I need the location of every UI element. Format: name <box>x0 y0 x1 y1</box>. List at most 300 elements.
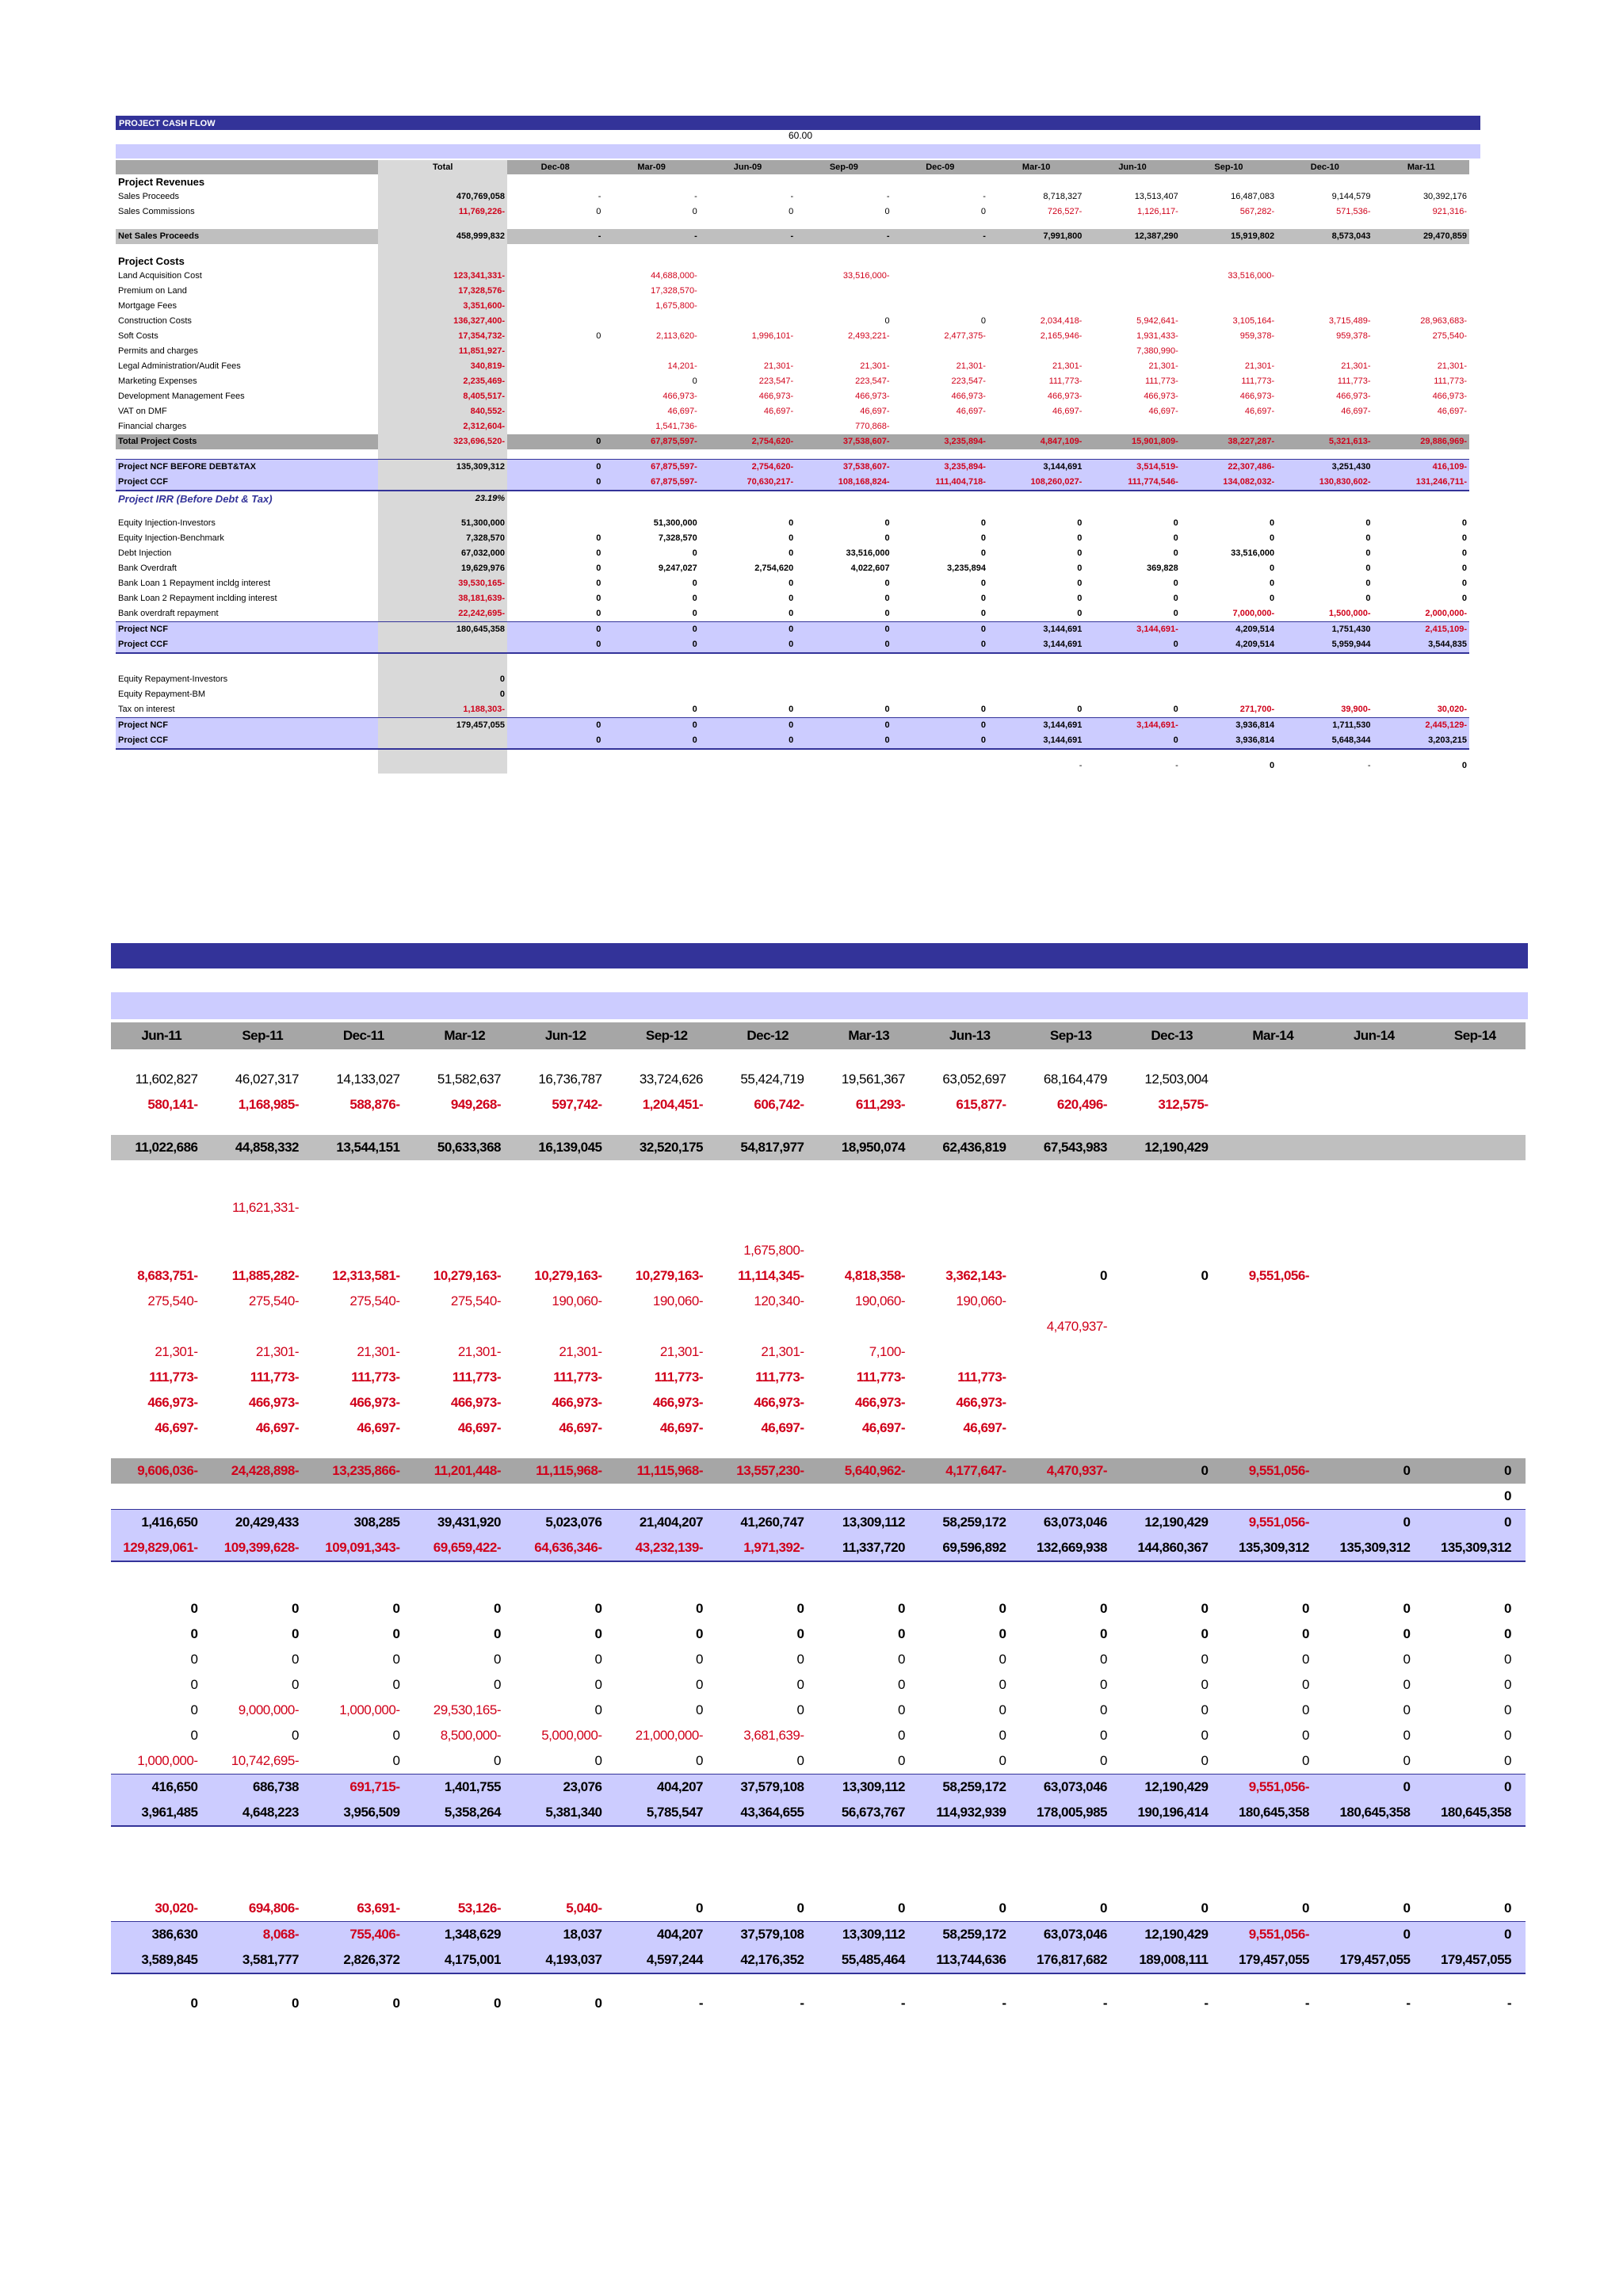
row-cell <box>919 1826 1021 1843</box>
row-cell: 0 <box>1302 1753 1309 1768</box>
row-cell <box>515 1484 617 1510</box>
row-cell: 4,209,514 <box>1181 637 1277 653</box>
column-header: Dec-08 <box>507 160 603 174</box>
row-cell <box>1223 1561 1324 1579</box>
row-cell: 0 <box>696 1601 703 1616</box>
row-cell <box>1181 299 1277 314</box>
row-cell: 0 <box>1270 518 1275 528</box>
row-cell: 37,579,108 <box>717 1775 819 1801</box>
row-cell: 0 <box>292 1601 299 1616</box>
row-label: Equity Injection-Investors <box>118 518 216 528</box>
row-cell <box>313 1117 414 1135</box>
row-cell: 7,000,000- <box>1232 608 1275 618</box>
row-cell: 21,301- <box>860 361 890 371</box>
row-cell: 18,037 <box>515 1922 617 1948</box>
row-cell: - <box>892 229 988 244</box>
row-cell: 620,496- <box>1056 1097 1107 1112</box>
row-cell <box>1223 1289 1324 1314</box>
row-cell <box>1223 1117 1324 1135</box>
row-cell: 0 <box>594 1753 602 1768</box>
row-cell <box>212 1441 314 1458</box>
row-cell: - <box>983 192 986 201</box>
row-cell: 0 <box>1201 1901 1209 1916</box>
table-row <box>111 1160 1526 1178</box>
row-cell <box>1121 1843 1223 1861</box>
row-cell <box>313 1221 414 1238</box>
row-cell: 179,457,055 <box>1425 1947 1526 1973</box>
row-cell: 3,514,519- <box>1084 459 1180 475</box>
row-cell: 2,000,000- <box>1425 608 1467 618</box>
row-cell <box>1223 1178 1324 1195</box>
row-cell: 0 <box>696 1702 703 1717</box>
row-cell: 7,328,570 <box>658 533 697 543</box>
table-row <box>111 1800 1526 1826</box>
table-row <box>116 254 1469 269</box>
row-cell: 0 <box>1077 518 1083 528</box>
row-cell <box>212 1561 314 1579</box>
row-cell <box>212 1861 314 1878</box>
row-cell: 3,961,485 <box>111 1800 212 1826</box>
row-cell: 0 <box>1100 1677 1107 1692</box>
row-cell <box>717 1579 819 1596</box>
row-cell <box>1021 1878 1122 1896</box>
row-cell <box>507 314 603 329</box>
row-cell: 0 <box>1077 704 1083 714</box>
row-cell: 0 <box>1504 1626 1511 1641</box>
title-bar <box>116 116 1480 130</box>
row-cell <box>1223 1843 1324 1861</box>
row-cell <box>111 1238 212 1263</box>
row-cell: 0 <box>999 1728 1006 1743</box>
row-cell <box>1277 269 1373 284</box>
row-cell <box>1277 687 1373 702</box>
row-label <box>116 220 378 229</box>
row-cell: 0 <box>884 608 890 618</box>
row-cell: 0 <box>1425 1458 1526 1484</box>
row-cell <box>507 269 603 284</box>
row-cell <box>1425 1390 1526 1415</box>
row-cell: 223,547- <box>855 376 890 386</box>
row-cell <box>617 1843 718 1861</box>
row-cell <box>1323 1441 1425 1458</box>
row-cell: 0 <box>1461 533 1467 543</box>
row-cell: 0 <box>603 621 699 637</box>
row-cell <box>1121 1049 1223 1067</box>
row-total <box>378 663 507 672</box>
column-header: Dec-09 <box>892 160 988 174</box>
row-cell: 144,860,367 <box>1121 1535 1223 1561</box>
row-cell <box>988 299 1084 314</box>
row-cell <box>796 284 892 299</box>
row-total: 67,032,000 <box>378 546 507 561</box>
row-cell <box>507 449 603 459</box>
row-cell: 0 <box>1323 1458 1425 1484</box>
row-cell <box>1373 506 1469 516</box>
row-cell <box>1277 653 1373 663</box>
row-cell <box>819 1843 920 1861</box>
row-cell: 0 <box>1365 563 1371 573</box>
row-cell: 41,260,747 <box>717 1510 819 1536</box>
row-cell <box>892 663 988 672</box>
row-cell <box>988 419 1084 434</box>
row-cell: 466,973- <box>248 1395 299 1410</box>
row-total: 22,242,695- <box>378 606 507 622</box>
row-cell <box>1084 220 1180 229</box>
row-cell: 0 <box>1461 578 1467 588</box>
row-cell <box>1084 672 1180 687</box>
page-title: PROJECT CASH FLOW <box>119 119 216 128</box>
row-cell: 0 <box>789 593 794 603</box>
row-cell <box>1425 1135 1526 1160</box>
row-cell <box>507 254 603 269</box>
row-cell <box>1223 1484 1324 1510</box>
row-cell: 275,540- <box>1432 331 1467 341</box>
row-cell <box>617 1826 718 1843</box>
row-cell: 11,114,345- <box>738 1268 804 1283</box>
row-cell <box>414 1579 516 1596</box>
row-cell <box>1373 284 1469 299</box>
row-cell <box>111 1561 212 1579</box>
row-cell <box>988 269 1084 284</box>
table-row <box>116 189 1469 204</box>
row-cell <box>313 1826 414 1843</box>
row-cell: - <box>1175 760 1178 770</box>
row-cell <box>819 1238 920 1263</box>
row-cell: 0 <box>884 704 890 714</box>
row-cell <box>1223 1221 1324 1238</box>
row-cell: 5,959,944 <box>1277 637 1373 653</box>
row-cell <box>507 244 603 254</box>
row-cell <box>603 687 699 702</box>
row-cell: 3,936,814 <box>1181 717 1277 733</box>
column-header: Dec-11 <box>313 1022 414 1049</box>
row-cell: 131,246,711- <box>1373 475 1469 491</box>
row-cell <box>796 244 892 254</box>
row-cell <box>1425 1314 1526 1339</box>
row-cell: 190,196,414 <box>1121 1800 1223 1826</box>
row-cell <box>717 1160 819 1178</box>
table-row <box>116 637 1469 653</box>
row-cell: 2,754,620 <box>754 563 794 573</box>
row-cell <box>1425 1339 1526 1365</box>
row-cell <box>1021 1441 1122 1458</box>
row-cell: 21,301- <box>457 1344 501 1359</box>
row-cell <box>919 1238 1021 1263</box>
row-cell <box>1021 1289 1122 1314</box>
row-cell <box>988 344 1084 359</box>
row-cell <box>507 389 603 404</box>
row-cell: 0 <box>796 1901 804 1916</box>
row-cell: 0 <box>898 1652 905 1667</box>
row-cell <box>212 1238 314 1263</box>
row-cell <box>1223 1973 1324 1991</box>
table-row <box>116 269 1469 284</box>
row-cell: 180,645,358 <box>1223 1800 1324 1826</box>
row-cell <box>892 672 988 687</box>
row-cell: 13,544,151 <box>313 1135 414 1160</box>
row-cell: 404,207 <box>617 1922 718 1948</box>
row-cell: 0 <box>1504 1677 1511 1692</box>
row-cell <box>1223 1238 1324 1263</box>
row-cell <box>212 1314 314 1339</box>
row-cell: 0 <box>507 637 603 653</box>
row-cell <box>1223 1878 1324 1896</box>
row-cell <box>313 1049 414 1067</box>
row-cell: 8,718,327 <box>1043 192 1083 201</box>
row-cell <box>700 449 796 459</box>
row-cell <box>515 1878 617 1896</box>
table-row <box>116 717 1469 733</box>
row-cell <box>603 749 699 758</box>
row-cell: 12,503,004 <box>1144 1072 1209 1087</box>
row-cell: 21,301- <box>1437 361 1467 371</box>
row-label: Project NCF <box>116 717 378 733</box>
row-cell <box>1223 1390 1324 1415</box>
row-cell: 0 <box>1270 533 1275 543</box>
row-cell: 11,115,968- <box>515 1458 617 1484</box>
row-cell <box>1277 220 1373 229</box>
row-cell <box>1181 344 1277 359</box>
row-cell: 275,540- <box>349 1293 400 1308</box>
table-row <box>116 174 1469 189</box>
row-cell <box>1223 1861 1324 1878</box>
row-cell: 37,538,607- <box>796 434 892 449</box>
row-total <box>378 758 507 774</box>
row-cell <box>515 1843 617 1861</box>
row-cell: 0 <box>789 578 794 588</box>
row-cell: 8,683,751- <box>137 1268 198 1283</box>
table-row <box>111 1135 1526 1160</box>
row-cell: 588,876- <box>349 1097 400 1112</box>
row-cell: 23,076 <box>515 1775 617 1801</box>
row-label: Project CCF <box>116 733 378 749</box>
row-cell <box>1084 299 1180 314</box>
row-cell <box>796 653 892 663</box>
row-total: 11,769,226- <box>378 204 507 220</box>
table-row <box>116 506 1469 516</box>
row-total: 2,235,469- <box>378 374 507 389</box>
row-label: Debt Injection <box>118 548 172 558</box>
row-cell: 1,000,000- <box>339 1702 400 1717</box>
row-cell: 176,817,682 <box>1021 1947 1122 1973</box>
row-cell <box>1425 1415 1526 1441</box>
row-cell <box>819 1049 920 1067</box>
row-cell: 9,606,036- <box>111 1458 212 1484</box>
row-cell: 0 <box>494 1753 501 1768</box>
row-cell <box>819 1314 920 1339</box>
row-cell: 0 <box>1403 1901 1411 1916</box>
row-cell: 0 <box>1100 1901 1107 1916</box>
row-cell <box>1223 1195 1324 1221</box>
row-cell: 58,259,172 <box>919 1775 1021 1801</box>
row-cell: 3,144,691 <box>988 621 1084 637</box>
row-cell <box>212 1049 314 1067</box>
row-cell <box>1323 1160 1425 1178</box>
row-cell: 4,470,937- <box>1046 1319 1107 1334</box>
row-cell <box>1181 672 1277 687</box>
row-total: 136,327,400- <box>378 314 507 329</box>
row-cell <box>919 1314 1021 1339</box>
row-cell <box>1373 672 1469 687</box>
row-cell: 58,259,172 <box>919 1510 1021 1536</box>
table-row <box>111 1178 1526 1195</box>
row-cell: 12,387,290 <box>1084 229 1180 244</box>
row-cell <box>515 1160 617 1178</box>
row-cell: 0 <box>594 1996 602 2011</box>
row-cell: 0 <box>190 1652 198 1667</box>
row-cell <box>617 1878 718 1896</box>
row-cell: 5,321,613- <box>1277 434 1373 449</box>
row-cell: 0 <box>1403 1753 1411 1768</box>
row-cell <box>1323 1339 1425 1365</box>
row-cell: 39,900- <box>1341 704 1371 714</box>
row-cell: 0 <box>700 717 796 733</box>
table-row <box>116 531 1469 546</box>
row-cell <box>1373 653 1469 663</box>
row-label: Project NCF <box>116 621 378 637</box>
table-row <box>116 220 1469 229</box>
row-label: Permits and charges <box>118 346 198 356</box>
row-cell <box>313 1178 414 1195</box>
row-cell <box>603 758 699 774</box>
row-cell: 24,428,898- <box>212 1458 314 1484</box>
row-cell <box>1373 491 1469 506</box>
row-cell: 21,000,000- <box>635 1728 703 1743</box>
row-cell: 0 <box>1302 1677 1309 1692</box>
row-cell: 111,773- <box>1337 376 1371 386</box>
row-total <box>378 449 507 459</box>
row-cell: 21,301- <box>357 1344 400 1359</box>
row-cell <box>507 663 603 672</box>
row-cell <box>1323 1092 1425 1117</box>
row-cell: 1,416,650 <box>111 1510 212 1536</box>
row-cell: 46,697- <box>761 1420 804 1435</box>
row-cell: 11,602,827 <box>135 1072 198 1087</box>
row-cell: 5,785,547 <box>617 1800 718 1826</box>
row-cell: 9,000,000- <box>238 1702 299 1717</box>
row-cell: 21,301- <box>155 1344 198 1359</box>
row-cell <box>507 174 603 189</box>
row-cell: 0 <box>892 637 988 653</box>
row-cell: 0 <box>190 1677 198 1692</box>
row-cell <box>717 1973 819 1991</box>
row-total <box>378 733 507 749</box>
row-cell: 0 <box>596 533 601 543</box>
row-cell <box>1277 672 1373 687</box>
row-cell: 63,073,046 <box>1021 1510 1122 1536</box>
row-cell: 0 <box>892 717 988 733</box>
row-cell <box>700 672 796 687</box>
row-cell: 1,541,736- <box>655 422 697 431</box>
row-cell <box>819 1973 920 1991</box>
row-cell <box>111 1117 212 1135</box>
row-cell: 0 <box>1084 637 1180 653</box>
row-cell <box>111 1314 212 1339</box>
row-cell <box>1277 749 1373 758</box>
row-cell <box>700 687 796 702</box>
table-row <box>116 244 1469 254</box>
row-cell: 70,630,217- <box>700 475 796 491</box>
row-cell <box>617 1221 718 1238</box>
row-cell: 0 <box>1504 1488 1511 1503</box>
row-cell <box>1277 491 1373 506</box>
row-cell: 55,424,719 <box>740 1072 804 1087</box>
row-label: Equity Repayment-BM <box>118 689 206 699</box>
row-cell <box>1121 1579 1223 1596</box>
row-cell <box>1021 1365 1122 1390</box>
row-cell <box>1223 1415 1324 1441</box>
column-header: Mar-10 <box>988 160 1084 174</box>
row-cell: 54,817,977 <box>717 1135 819 1160</box>
row-cell <box>1223 1049 1324 1067</box>
row-cell: 1,500,000- <box>1328 608 1371 618</box>
bottom-table-container <box>111 1022 1526 2016</box>
row-cell: 3,362,143- <box>945 1268 1006 1283</box>
row-cell: 0 <box>1403 1702 1411 1717</box>
row-cell: 190,060- <box>552 1293 602 1308</box>
row-cell: 0 <box>796 1702 804 1717</box>
row-cell <box>819 1484 920 1510</box>
row-cell <box>414 1221 516 1238</box>
row-total <box>378 637 507 653</box>
row-cell <box>414 1973 516 1991</box>
row-cell: 580,141- <box>147 1097 198 1112</box>
row-cell: 0 <box>1173 608 1178 618</box>
table-row <box>111 1314 1526 1339</box>
row-cell: 135,309,312 <box>1223 1535 1324 1561</box>
row-cell: 0 <box>594 1601 602 1616</box>
row-cell <box>1121 1390 1223 1415</box>
row-cell: 1,971,392- <box>717 1535 819 1561</box>
row-cell <box>796 491 892 506</box>
row-cell: 0 <box>692 207 697 216</box>
row-cell <box>988 491 1084 506</box>
row-cell: 0 <box>980 207 986 216</box>
column-header: Sep-13 <box>1021 1022 1122 1049</box>
row-label: Total Project Costs <box>116 434 378 449</box>
row-cell: 0 <box>789 207 794 216</box>
row-cell: 0 <box>1365 533 1371 543</box>
row-cell: 4,177,647- <box>919 1458 1021 1484</box>
row-cell: 0 <box>1077 593 1083 603</box>
row-cell: 0 <box>1077 533 1083 543</box>
row-cell <box>414 1238 516 1263</box>
row-cell <box>892 269 988 284</box>
row-cell: 13,557,230- <box>717 1458 819 1484</box>
row-cell <box>1323 1561 1425 1579</box>
row-cell <box>1181 449 1277 459</box>
row-cell: 5,942,641- <box>1136 316 1178 326</box>
row-cell <box>796 174 892 189</box>
row-cell <box>988 174 1084 189</box>
row-cell: 0 <box>898 1753 905 1768</box>
row-cell <box>1425 1365 1526 1390</box>
row-cell <box>796 672 892 687</box>
row-cell: 0 <box>1121 1458 1223 1484</box>
table-row <box>116 404 1469 419</box>
row-cell <box>1323 1238 1425 1263</box>
row-cell: - <box>1406 1996 1411 2011</box>
row-cell: 0 <box>796 637 892 653</box>
table-row <box>116 606 1469 622</box>
row-cell: 0 <box>898 1626 905 1641</box>
table-row <box>116 434 1469 449</box>
row-total: 458,999,832 <box>378 229 507 244</box>
row-cell <box>1021 1415 1122 1441</box>
row-total: 2,312,604- <box>378 419 507 434</box>
table-row <box>116 733 1469 749</box>
row-cell: 3,936,814 <box>1181 733 1277 749</box>
